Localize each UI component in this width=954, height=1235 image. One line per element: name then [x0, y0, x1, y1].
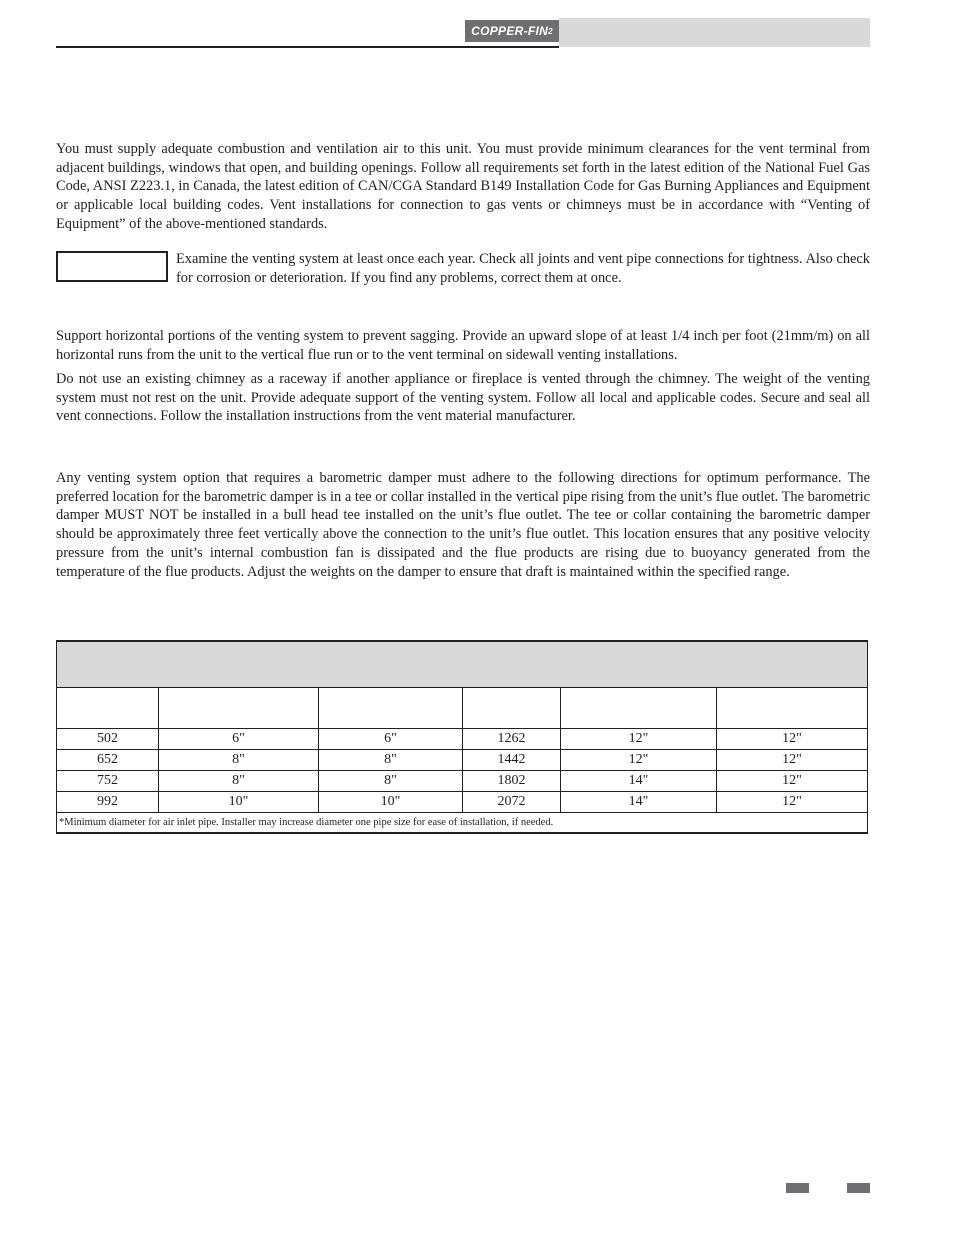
- vent-size-table-wrapper: [56, 640, 867, 834]
- header-cell: [463, 688, 561, 729]
- table-cell: 8": [159, 771, 319, 792]
- combustion-air-paragraph: You must supply adequate combustion and ventilation air to this unit. You must provide minimum clearances for the vent terminal from adjacent buildings, windows that open, and building openings. Follow all requirements set forth in the latest edition of the National Fuel Gas Code, ANSI Z223.1, in Canada, the latest edition of CAN/CGA Standard B149 Installation Code for Gas Burning Appliances and Equipment or applicable local building codes. Vent installations for connection to gas vents or chimneys must be in accordance with “Venting of Equipment” of the above-mentioned standards.: [56, 141, 870, 232]
- table-cell: 12": [717, 771, 868, 792]
- table-cell: 652: [57, 750, 159, 771]
- barometric-damper-paragraph: Any venting system option that requires a barometric damper must adhere to the following directions for optimum performance. The preferred location for the barometric damper is in a tee or collar installed in the vertical pipe rising from the unit’s flue outlet. The barometric damper MUST NOT be installed in a bull head tee installed on the unit’s flue outlet. The tee or collar containing the barometric damper should be approximately three feet vertically above the connection to the unit’s flue outlet. This location ensures that any positive velocity pressure from the unit’s internal combustion fan is dissipated and the flue products are rising due to buoyancy generated from the temperature of the flue products. Adjust the weights on the damper to ensure that draft is maintained within the specified range.: [56, 470, 870, 580]
- logo-superscript: 2: [548, 26, 553, 36]
- table-cell: 2072: [463, 792, 561, 813]
- table-title-cell: [57, 641, 868, 688]
- table-cell: 10": [159, 792, 319, 813]
- header-cell: [159, 688, 319, 729]
- table-cell: 8": [319, 750, 463, 771]
- table-cell: 10": [319, 792, 463, 813]
- table-cell: 1262: [463, 729, 561, 750]
- table-cell: 14": [561, 771, 717, 792]
- table-footnote-row: [57, 813, 868, 834]
- table-cell: 8": [159, 750, 319, 771]
- table-row: [57, 750, 868, 771]
- table-row: [57, 771, 868, 792]
- table-cell: 12": [561, 750, 717, 771]
- table-cell: 1802: [463, 771, 561, 792]
- footer-tab-left: [786, 1183, 809, 1193]
- table-row: [57, 792, 868, 813]
- header-bar: [559, 18, 870, 47]
- header-cell: [319, 688, 463, 729]
- table-cell: 502: [57, 729, 159, 750]
- table-cell: 8": [319, 771, 463, 792]
- table-cell: 1442: [463, 750, 561, 771]
- table-cell: 752: [57, 771, 159, 792]
- chimney-paragraph: Do not use an existing chimney as a raceway if another appliance or fireplace is vented through the chimney. The weight of the venting system must not rest on the unit. Provide adequate support of the venting system. Follow all local and applicable codes. Secure and seal all vent connections. Follow the installation instructions from the vent material manufacturer.: [56, 371, 870, 425]
- header-rule: [56, 46, 559, 48]
- logo-text: COPPER-FIN: [471, 24, 549, 38]
- vent-size-table: [56, 640, 868, 834]
- table-cell: 992: [57, 792, 159, 813]
- table-cell: 12": [717, 792, 868, 813]
- table-cell: 6": [319, 729, 463, 750]
- table-cell: 6": [159, 729, 319, 750]
- support-paragraph: Support horizontal portions of the venting system to prevent sagging. Provide an upward slope of at least 1/4 inch per foot (21mm/m) on all horizontal runs from the unit to the vertical flue run or to the vent terminal on sidewall venting installations.: [56, 328, 870, 363]
- header-cell: [57, 688, 159, 729]
- table-row: [57, 729, 868, 750]
- brand-logo: [465, 20, 559, 42]
- table-footnote: *Minimum diameter for air inlet pipe. Installer may increase diameter one pipe size for ease of installation, if needed.: [57, 813, 868, 834]
- header-cell: [561, 688, 717, 729]
- table-cell: 12": [561, 729, 717, 750]
- table-cell: 12": [717, 750, 868, 771]
- table-cell: 14": [561, 792, 717, 813]
- footer-tab-right: [847, 1183, 870, 1193]
- table-title-row: [57, 641, 868, 688]
- header-cell: [717, 688, 868, 729]
- table-cell: 12": [717, 729, 868, 750]
- table-header-row: [57, 688, 868, 729]
- notice-label-box: [56, 251, 168, 282]
- notice-text: Examine the venting system at least once each year. Check all joints and vent pipe connections for tightness. Also check for corrosion or deterioration. If you find any problems, correct them at once.: [176, 251, 870, 286]
